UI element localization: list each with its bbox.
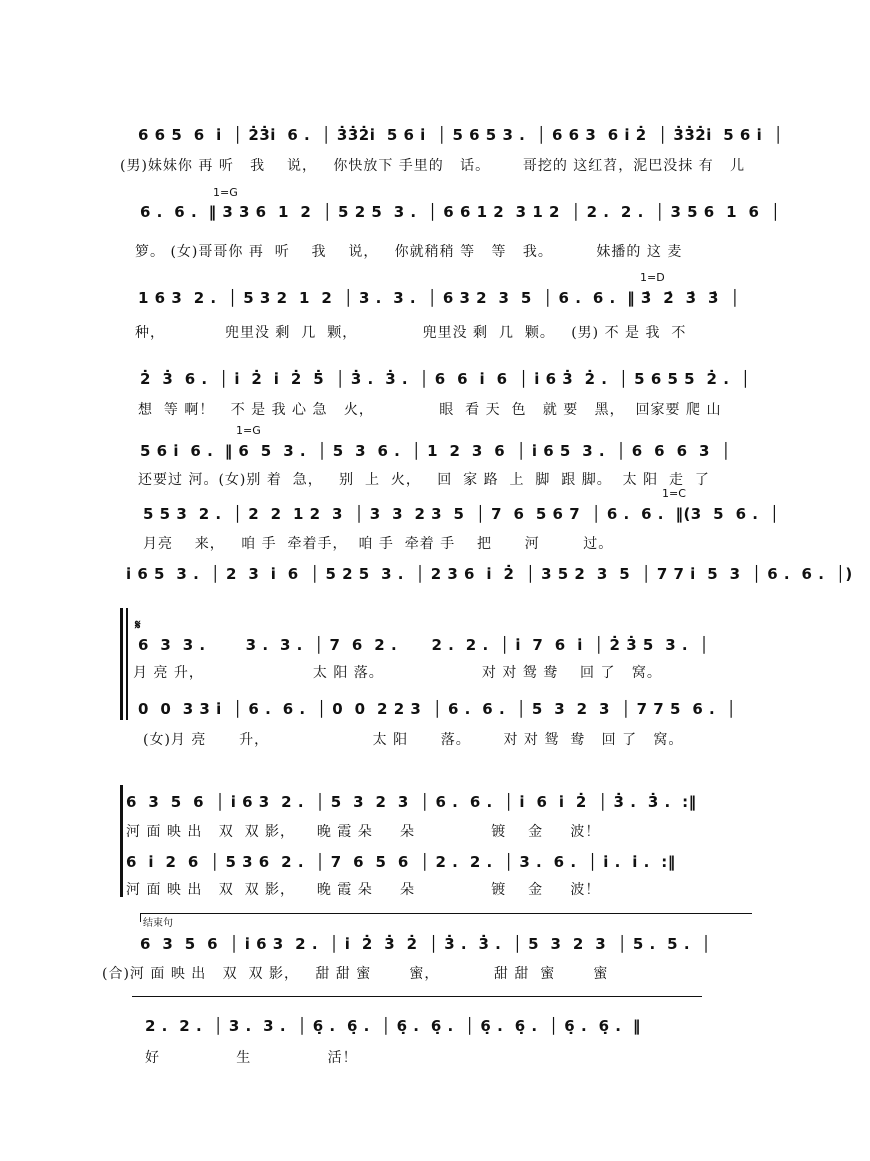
duet-b-upper-notes: 6 3 5 6 │ i̇ 6 3 2 . │ 5 3 2 3 │ 6 . 6 . │ i̇ 6 i̇ 2̇ │ 3̇ . 3̇ . :‖ [126,793,697,811]
duet-b-upper-lyrics: 河 面 映 出 双 双 影， 晚 霞 朵 朵 镀 金 波！ [126,824,601,840]
lyric-line-1: (男)妹妹你 再 听 我 说， 你快放下 手里的 话。 哥挖的 这红苕，泥巴没抹 有 儿 [120,158,746,174]
duet-a-upper-notes: 6 3 3 . 3 . 3 . │ 7 6 2 . 2 . 2 . │ i̇ 7 6 i̇ │ 2̇ 3̇ 5 3 . │ [138,636,710,654]
key-change-mark: 1=D [640,271,665,284]
coda-notes: 6 3 5 6 │ i̇ 6 3 2 . │ i̇ 2̇ 3̇ 2̇ │ 3̇ . 3̇ . │ 5 3 2 3 │ 5 . 5 . │ [140,935,711,953]
key-change-mark: 1=G [236,424,261,437]
segno-sign: 𝄋 [135,618,142,633]
final-notes: 2 . 2 . │ 3 . 3 . │ 6̣ . 6̣ . │ 6̣ . 6̣ . │ 6̣ . 6̣ . │ 6̣ . 6̣ . ‖ [145,1017,641,1035]
lyric-line-2: 箩。 (女)哥哥你 再 听 我 说， 你就稍稍 等 等 我。 妹播的 这 麦 [135,244,683,260]
coda-lyrics: (合)河 面 映 出 双 双 影， 甜 甜 蜜 蜜， 甜 甜 蜜 蜜 [102,966,609,982]
notation-line-2: 6 . 6 . ‖ 3 3 6 1 2 │ 5 2 5 3 . │ 6 6 1 2 3 1 2 │ 2 . 2 . │ 3 5 6 1 6 │ [140,203,781,221]
coda-bracket-line [140,913,752,914]
final-lyrics: 好 生 活！ [145,1050,358,1066]
brace-bracket [126,608,128,720]
notation-line-3: 1 6 3 2 . │ 5 3 2 1 2 │ 3 . 3 . │ 6 3 2 3 5 │ 6 . 6 . ‖ 3̇ 2̇ 3̇ 3̇ │ [138,289,740,307]
duet-a-lower-lyrics: (女)月 亮 升， 太 阳 落。 对 对 鸳 鸯 回 了 窝。 [143,732,684,748]
final-bracket-line [132,996,702,997]
lyric-line-6: 月亮 来， 咱 手 牵着手， 咱 手 牵着 手 把 河 过。 [143,536,614,552]
duet-b-lower-notes: 6 i̇ 2 6 │ 5 3 6 2 . │ 7 6 5 6 │ 2 . 2 . │ 3 . 6 . │ i̇ . i̇ . :‖ [126,853,676,871]
duet-a-upper-lyrics: 月 亮 升， 太 阳 落。 对 对 鸳 鸯 回 了 窝。 [133,665,662,681]
lyric-line-4: 想 等 啊！ 不 是 我 心 急 火， 眼 看 天 色 就 要 黑， 回家要 爬 山 [138,402,722,418]
key-change-mark: 1=G [213,186,238,199]
brace-bracket [120,608,123,720]
coda-label: 结束句 [143,918,173,929]
notation-line-4: 2̇ 3̇ 6 . │ i̇ 2̇ i̇ 2̇ 5̇ │ 3̇ . 3̇ . │ 6 6 i̇ 6 │ i̇ 6 3̇ 2̇ . │ 5 6 5 5 2̇ . │ [140,370,751,388]
duet-b-lower-lyrics: 河 面 映 出 双 双 影， 晚 霞 朵 朵 镀 金 波！ [126,882,601,898]
lyric-line-5: 还要过 河。(女)别 着 急， 别 上 火， 回 家 路 上 脚 跟 脚。 太 阳 走 了 [138,472,710,488]
notation-line-7: i̇ 6 5 3 . │ 2 3 i̇ 6 │ 5 2 5 3 . │ 2 3 6 i̇ 2̇ │ 3 5 2 3 5 │ 7 7 i̇ 5 3 │ 6 . 6 . │) [126,565,853,583]
duet-a-lower-notes: 0 0 3 3 i̇ │ 6 . 6 . │ 0 0 2 2 3 │ 6 . 6 . │ 5 3 2 3 │ 7 7 5 6 . │ [138,700,737,718]
notation-line-1: 6 6 5 6 i̇ │ 2̇3̇i̇ 6 . │ 3̇3̇2̇i̇ 5 6 i̇ │ 5 6 5 3 . │ 6 6 3 6 i̇ 2̇ │ 3̇3̇2̇i̇ 5 6 i̇ │ [138,126,784,144]
coda-bracket-tick [140,913,141,922]
lyric-line-3: 种， 兜里没 剩 几 颗， 兜里没 剩 几 颗。 (男) 不 是 我 不 [135,325,687,341]
notation-line-6: 5 5 3 2 . │ 2 2 1 2 3 │ 3 3 2 3 5 │ 7 6 5 6 7 │ 6 . 6 . ‖(3 5 6 . │ [143,505,780,523]
brace-bracket [120,785,123,897]
key-change-mark: 1=C [662,487,686,500]
notation-line-5: 5 6 i̇ 6 . ‖ 6 5 3 . │ 5 3 6 . │ 1 2 3 6 │ i̇ 6 5 3 . │ 6 6 6 3 │ [140,442,731,460]
